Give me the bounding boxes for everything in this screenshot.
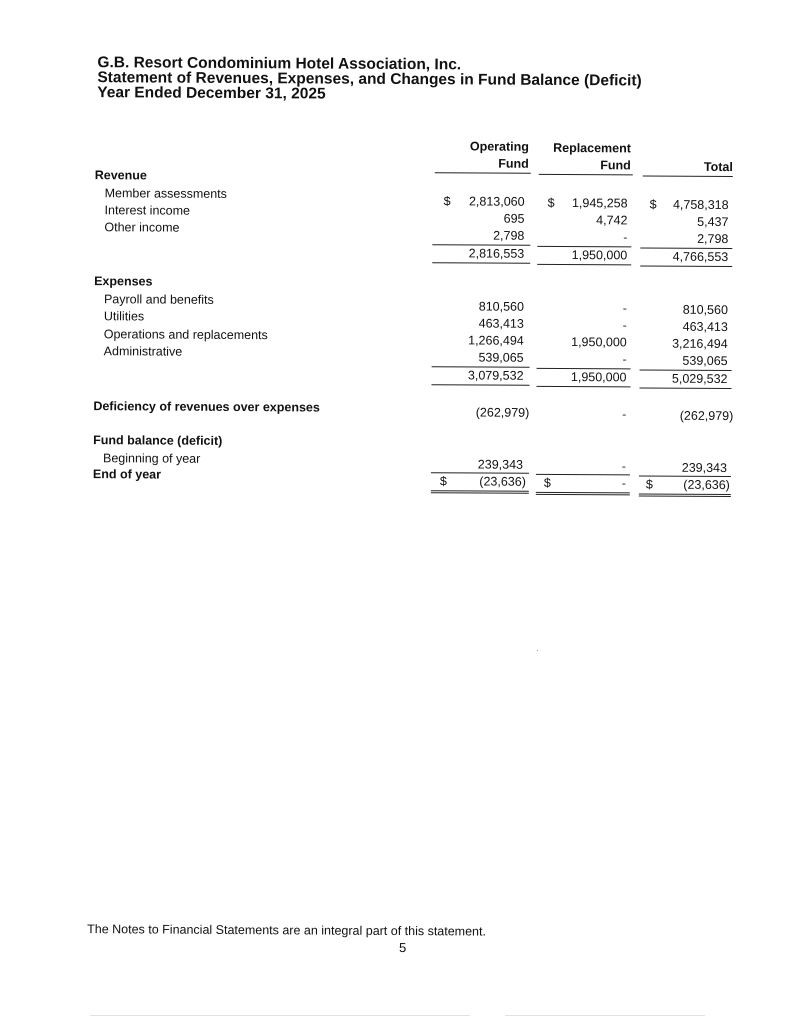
beginning-replacement: - (621, 459, 627, 474)
footer-note: The Notes to Financial Statements are an integral part of this statement. (87, 922, 487, 939)
expense-row-replacement: - (622, 301, 627, 316)
expense-row-label: Administrative (103, 344, 183, 359)
end-of-year-double-rule (639, 493, 731, 497)
expenses-heading: Expenses (94, 274, 153, 289)
expense-row-label: Utilities (103, 309, 145, 324)
fund-balance-heading: Fund balance (deficit) (93, 433, 223, 448)
expenses-subtotal-operating: 3,079,532 (467, 368, 524, 383)
currency-symbol: $ (547, 195, 555, 210)
expenses-subtotal-bottom-rule (536, 386, 630, 388)
revenue-row-operating: 2,813,060 (468, 194, 525, 209)
currency-symbol: $ (443, 194, 451, 209)
revenue-row-label: Member assessments (104, 186, 227, 201)
expense-row-operating: 463,413 (478, 316, 524, 331)
expense-row-replacement: 1,950,000 (571, 335, 627, 350)
col-replacement-line2: Fund (600, 158, 631, 173)
end-operating: (23,636) (479, 474, 526, 489)
revenue-subtotal-bottom-rule (537, 264, 631, 266)
expenses-subtotal-bottom-rule (431, 384, 529, 386)
statement-period: Year Ended December 31, 2025 (97, 84, 326, 103)
col-operating-line1: Operating (469, 139, 529, 154)
revenue-row-operating: 2,798 (493, 228, 525, 243)
revenue-row-replacement: 1,945,258 (571, 196, 628, 211)
deficiency-replacement: - (622, 407, 627, 422)
end-of-year-double-rule (431, 490, 529, 494)
expense-row-replacement: - (622, 352, 627, 367)
revenue-row-operating: 695 (503, 211, 525, 226)
revenue-heading: Revenue (94, 168, 147, 183)
expense-row-operating: 810,560 (478, 299, 525, 314)
page-number: 5 (398, 940, 407, 956)
deficiency-total: (262,979) (679, 408, 734, 424)
organization-name: G.B. Resort Condominium Hotel Association, Inc. (97, 54, 462, 74)
col-total-underline (643, 175, 733, 177)
revenue-subtotal-bottom-rule (432, 262, 530, 264)
scan-edge-line (90, 1015, 470, 1016)
beginning-of-year-label: Beginning of year (102, 451, 201, 466)
revenue-row-label: Interest income (104, 203, 191, 218)
expense-row-total: 539,065 (682, 353, 728, 369)
currency-symbol: $ (543, 475, 551, 490)
col-operating-underline (435, 172, 531, 174)
statement-name: Statement of Revenues, Expenses, and Changes in Fund Balance (Deficit) (97, 69, 642, 90)
expense-row-total: 3,216,494 (672, 336, 728, 352)
expense-row-total: 810,560 (682, 302, 728, 318)
revenue-row-total: 5,437 (697, 214, 729, 230)
revenue-row-total: 2,798 (697, 231, 729, 247)
end-replacement: - (621, 476, 626, 491)
revenue-subtotal-operating: 2,816,553 (468, 246, 525, 261)
end-of-year-label: End of year (92, 467, 162, 482)
revenue-subtotal-total: 4,766,553 (672, 249, 729, 265)
revenue-row-label: Other income (104, 220, 180, 235)
currency-symbol: $ (649, 197, 657, 212)
revenue-row-total: 4,758,318 (672, 197, 729, 213)
deficiency-label: Deficiency of revenues over expenses (93, 399, 320, 415)
expenses-subtotal-bottom-rule (639, 387, 731, 389)
currency-symbol: $ (439, 474, 447, 489)
expense-row-label: Payroll and benefits (103, 292, 214, 307)
scan-edge-line (505, 1015, 705, 1016)
expenses-subtotal-replacement: 1,950,000 (570, 370, 627, 385)
deficiency-operating: (262,979) (475, 405, 530, 420)
expense-row-operating: 539,065 (478, 350, 524, 365)
revenue-row-replacement: - (623, 230, 628, 245)
end-total: (23,636) (683, 477, 730, 493)
col-operating-line2: Fund (498, 156, 529, 171)
statement-title-block (97, 55, 642, 103)
currency-symbol: $ (645, 477, 653, 492)
expense-row-total: 463,413 (682, 319, 728, 335)
beginning-total: 239,343 (681, 460, 728, 476)
col-replacement-underline (539, 174, 633, 176)
expense-row-replacement: - (622, 318, 627, 333)
col-replacement-line1: Replacement (553, 140, 631, 156)
expenses-subtotal-total: 5,029,532 (671, 371, 728, 387)
expense-row-operating: 1,266,494 (468, 333, 524, 348)
revenue-subtotal-replacement: 1,950,000 (571, 248, 628, 263)
end-of-year-double-rule (536, 492, 630, 496)
beginning-operating: 239,343 (477, 457, 524, 472)
expense-row-label: Operations and replacements (103, 327, 268, 343)
scan-speck (537, 650, 538, 651)
revenue-subtotal-bottom-rule (640, 265, 732, 267)
col-total: Total (703, 159, 733, 175)
revenue-row-replacement: 4,742 (596, 213, 628, 228)
